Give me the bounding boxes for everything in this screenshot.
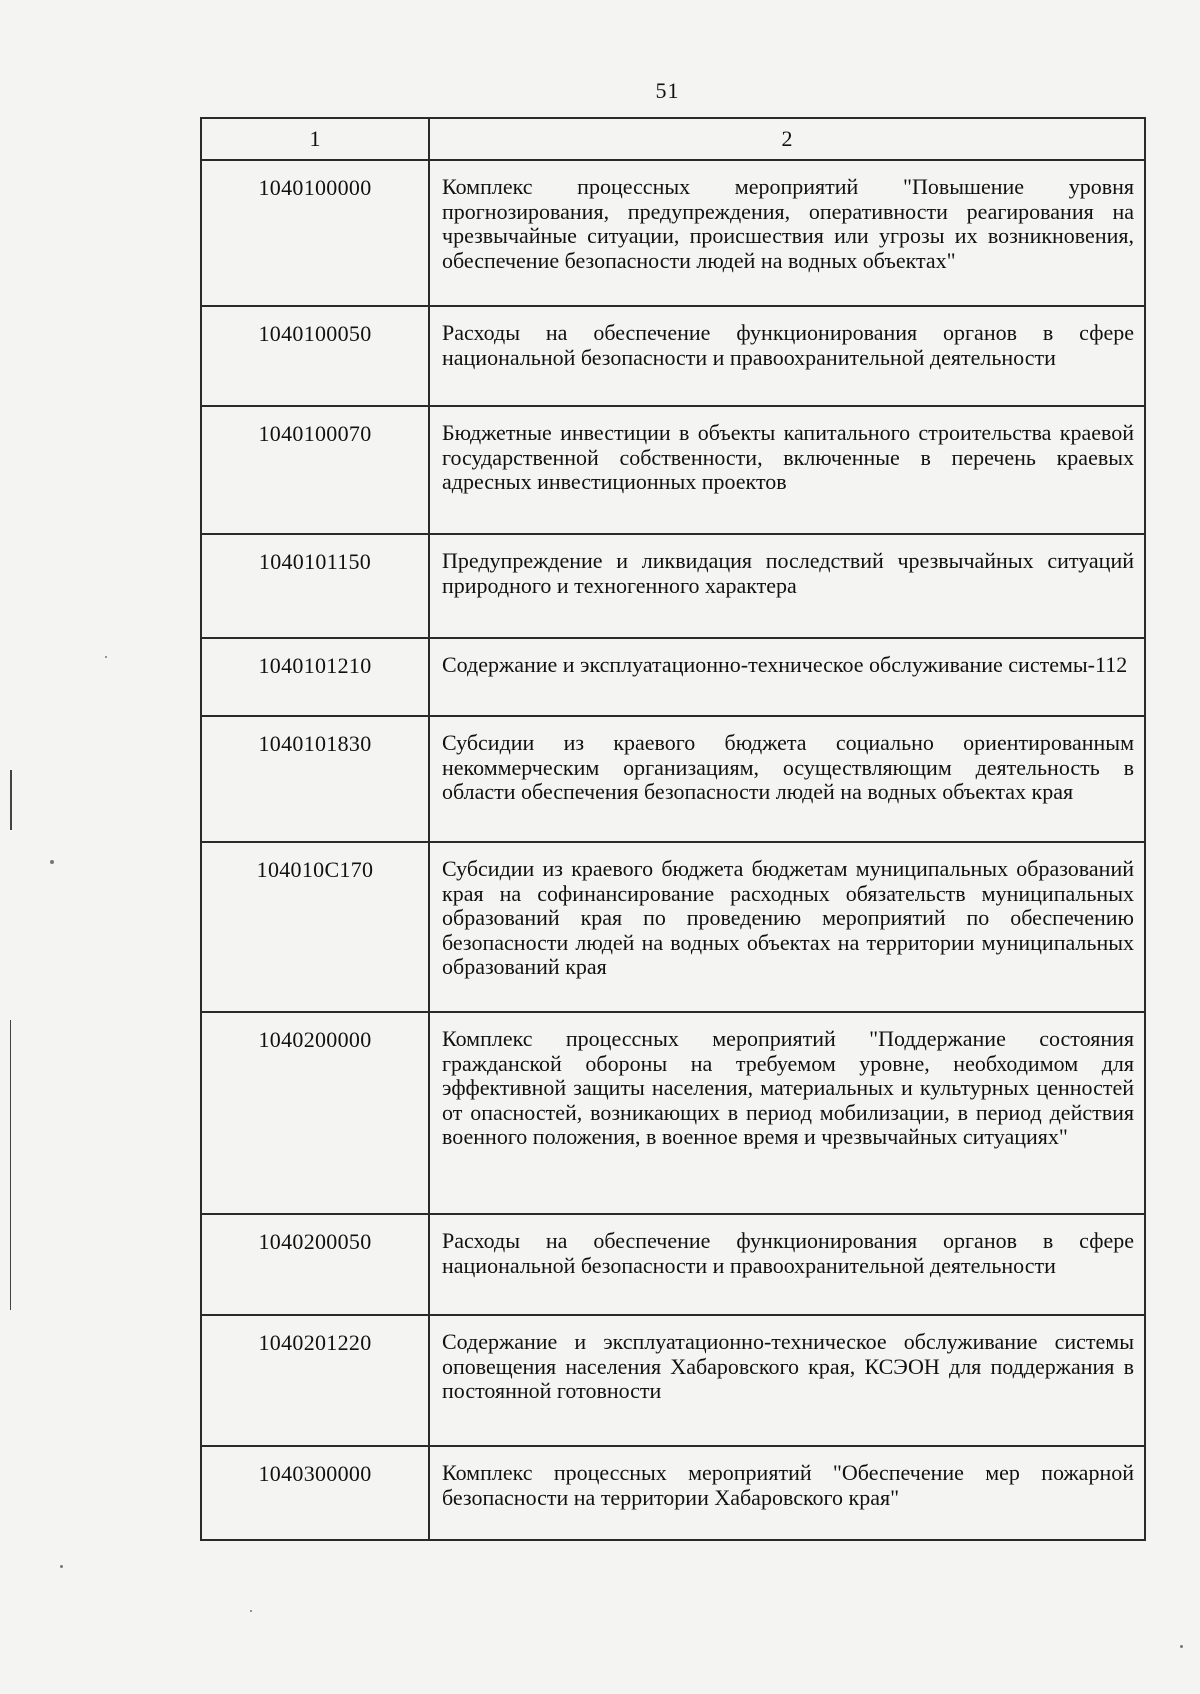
row-code: 104010С170 — [201, 842, 429, 1012]
row-description: Бюджетные инвестиции в объекты капитального строительства краевой государственной собственности, включенные в перечень краевых адресных инвестиционных проектов — [429, 406, 1145, 534]
row-description: Комплекс процессных мероприятий "Обеспечение мер пожарной безопасности на территории Хабаровского края" — [429, 1446, 1145, 1540]
scan-speck — [250, 1610, 252, 1612]
table-row — [201, 160, 1145, 306]
scan-speck — [60, 1565, 63, 1568]
row-description: Расходы на обеспечение функционирования органов в сфере национальной безопасности и правоохранительной деятельности — [429, 306, 1145, 406]
scan-margin-line — [10, 1020, 11, 1310]
table-row — [201, 842, 1145, 1012]
table-row — [201, 716, 1145, 842]
scan-margin-line — [10, 770, 12, 830]
row-code: 1040200000 — [201, 1012, 429, 1214]
table-row — [201, 406, 1145, 534]
row-code: 1040300000 — [201, 1446, 429, 1540]
row-description: Комплекс процессных мероприятий "Поддержание состояния гражданской обороны на требуемом уровне, необходимом для эффективной защиты населения, материальных и культурных ценностей от опасностей, возникающих в период мобилизации, в период действия военного положения, в военное время и чрезвычайных ситуациях" — [429, 1012, 1145, 1214]
table-header-row — [201, 118, 1145, 160]
budget-code-table — [200, 117, 1146, 1541]
row-code: 1040201220 — [201, 1315, 429, 1446]
table-row — [201, 1315, 1145, 1446]
column-header-code: 1 — [201, 118, 429, 160]
row-code: 1040200050 — [201, 1214, 429, 1315]
row-code: 1040101150 — [201, 534, 429, 638]
row-description: Комплекс процессных мероприятий "Повышение уровня прогнозирования, предупреждения, оперативности реагирования на чрезвычайные ситуации, происшествия или угрозы их возникновения, обеспечение безопасности людей на водных объектах" — [429, 160, 1145, 306]
row-code: 1040101210 — [201, 638, 429, 716]
scan-speck — [50, 860, 54, 864]
table-row — [201, 306, 1145, 406]
row-code: 1040100000 — [201, 160, 429, 306]
row-description: Субсидии из краевого бюджета социально ориентированным некоммерческим организациям, осуществляющим деятельность в области обеспечения безопасности людей на водных объектах края — [429, 716, 1145, 842]
row-code: 1040100070 — [201, 406, 429, 534]
row-description: Содержание и эксплуатационно-техническое обслуживание системы-112 — [429, 638, 1145, 716]
row-code: 1040101830 — [201, 716, 429, 842]
row-code: 1040100050 — [201, 306, 429, 406]
table-row — [201, 638, 1145, 716]
column-header-description: 2 — [429, 118, 1145, 160]
scan-speck — [105, 656, 107, 658]
table-row — [201, 534, 1145, 638]
table-row — [201, 1214, 1145, 1315]
row-description: Содержание и эксплуатационно-техническое обслуживание системы оповещения населения Хабаровского края, КСЭОН для поддержания в постоянной готовности — [429, 1315, 1145, 1446]
row-description: Расходы на обеспечение функционирования органов в сфере национальной безопасности и правоохранительной деятельности — [429, 1214, 1145, 1315]
table-row — [201, 1012, 1145, 1214]
row-description: Предупреждение и ликвидация последствий чрезвычайных ситуаций природного и техногенного характера — [429, 534, 1145, 638]
scan-speck — [1180, 1645, 1183, 1648]
table-row — [201, 1446, 1145, 1540]
page-number: 51 — [655, 78, 680, 103]
row-description: Субсидии из краевого бюджета бюджетам муниципальных образований края на софинансирование расходных обязательств муниципальных образований края по проведению мероприятий по обеспечению безопасности людей на водных объектах на территории муниципальных образований края — [429, 842, 1145, 1012]
